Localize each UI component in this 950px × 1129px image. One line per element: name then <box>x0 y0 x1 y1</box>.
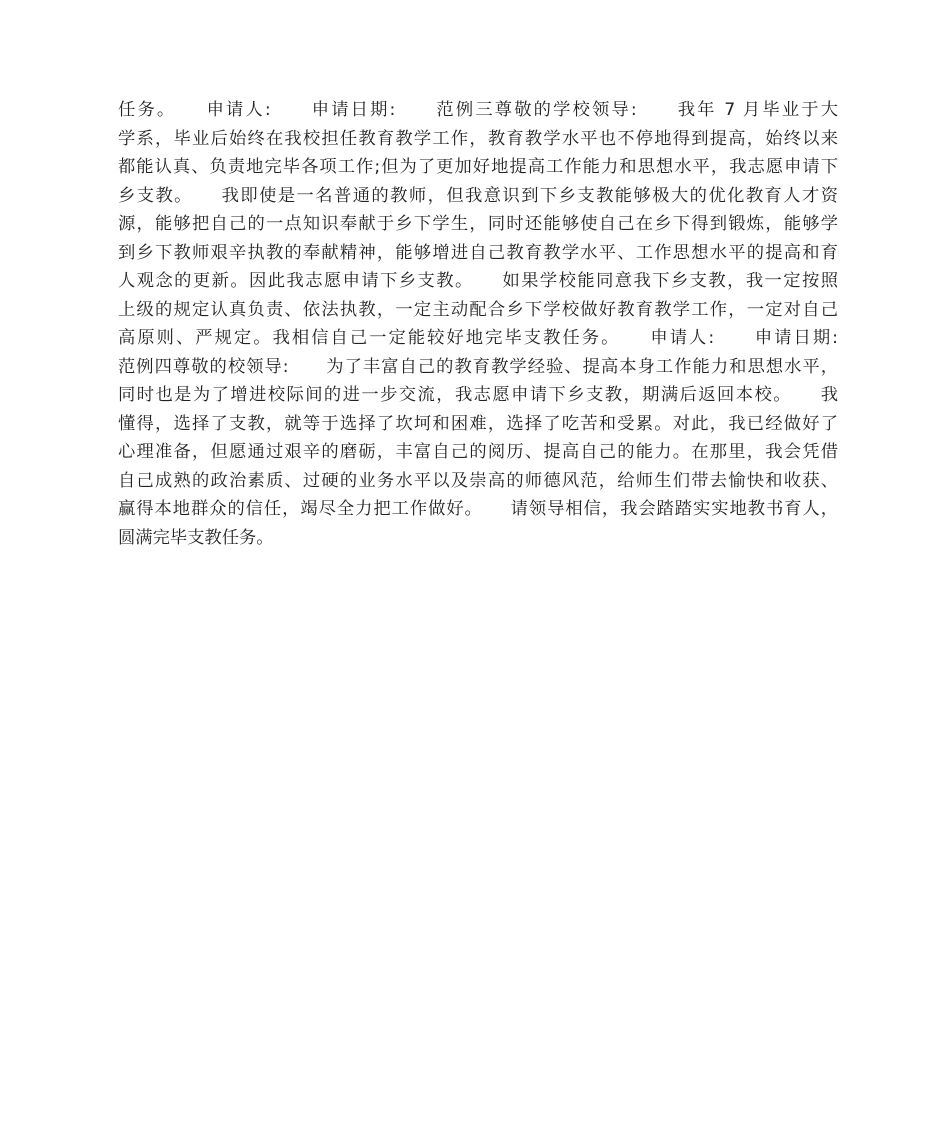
text-line: 高原则、严规定。我相信自己一定能较好地完毕支教任务。 申请人: 申请日期: <box>118 328 838 348</box>
text-line: 到乡下教师艰辛执教的奉献精神，能够增进自己教育教学水平、工作思想水平的提高和育 <box>118 242 838 263</box>
text-line: 人观念的更新。因此我志愿申请下乡支教。 如果学校能同意我下乡支教，我一定按照 <box>118 271 838 291</box>
text-line: 自己成熟的政治素质、过硬的业务水平以及崇高的师德风范，给师生们带去愉快和收获、 <box>118 470 838 491</box>
text-line: 心理准备，但愿通过艰辛的磨砺，丰富自己的阅历、提高自己的能力。在那里，我会凭借 <box>118 442 838 462</box>
body-text <box>118 96 838 552</box>
text-line: 同时也是为了增进校际间的进一步交流，我志愿申请下乡支教，期满后返回本校。 我 <box>118 385 838 405</box>
text-line: 都能认真、负责地完毕各项工作;但为了更加好地提高工作能力和思想水平，我志愿申请下 <box>118 157 838 177</box>
text-line: 源，能够把自己的一点知识奉献于乡下学生，同时还能够使自己在乡下得到锻炼，能够学 <box>118 214 838 234</box>
text-line: 懂得，选择了支教，就等于选择了坎坷和困难，选择了吃苦和受累。对此，我已经做好了 <box>118 413 838 434</box>
text-line: 赢得本地群众的信任，竭尽全力把工作做好。 请领导相信，我会踏踏实实地教书育人， <box>118 499 838 519</box>
text-line: 范例四尊敬的校领导: 为了丰富自己的教育教学经验、提高本身工作能力和思想水平， <box>118 356 838 377</box>
text-line: 任务。 申请人: 申请日期: 范例三尊敬的学校领导: 我年 7 月毕业于大 <box>118 100 838 120</box>
text-line: 上级的规定认真负责、依法执教，一定主动配合乡下学校做好教育教学工作，一定对自己 <box>118 299 838 320</box>
text-line: 乡支教。 我即使是一名普通的教师，但我意识到下乡支教能够极大的优化教育人才资 <box>118 185 838 206</box>
text-line: 学系，毕业后始终在我校担任教育教学工作，教育教学水平也不停地得到提高，始终以来 <box>118 128 838 149</box>
text-line: 圆满完毕支教任务。 <box>118 527 274 548</box>
